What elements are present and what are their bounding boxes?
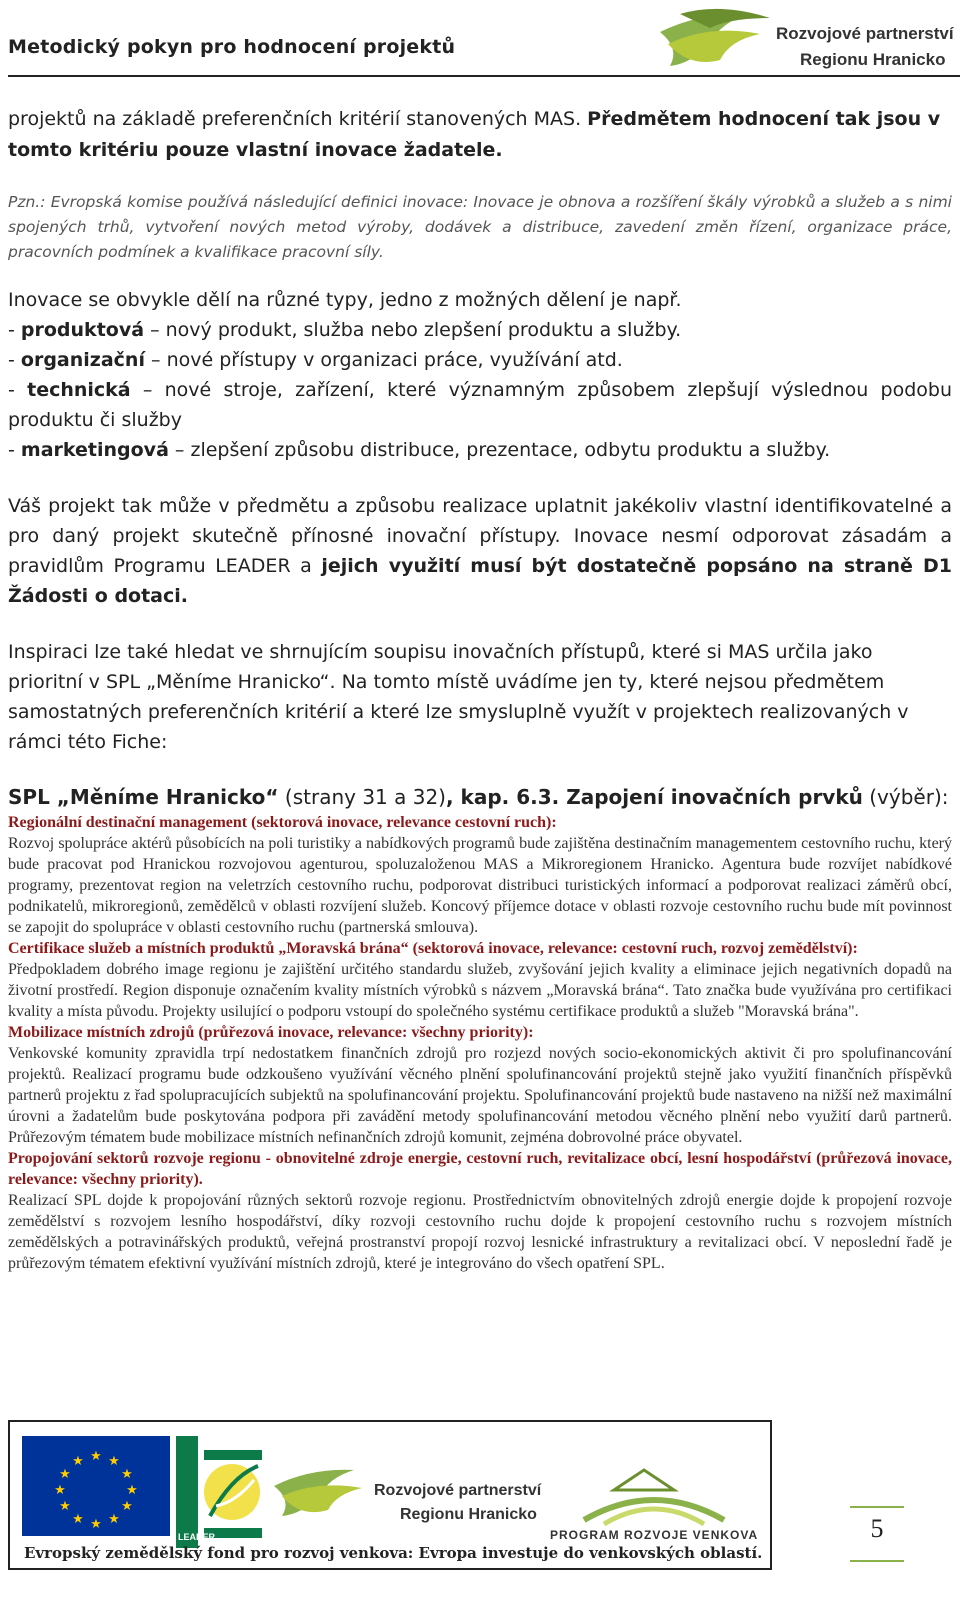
partner-text-line1: Rozvojové partnerství <box>374 1482 542 1499</box>
footer-caption: Evropský zemědělský fond pro rozvoj venkova: Evropa investuje do venkovských oblastí. <box>24 1544 763 1562</box>
funding-logos-box <box>8 1420 772 1570</box>
svg-text:★: ★ <box>121 1499 133 1514</box>
innovation-type-item <box>8 435 952 465</box>
definition-note: Pzn.: Evropská komise používá následující definici inovace: Inovace je obnova a rozšíření škály výrobků a služeb a s nimi spojených trhů, vytvoření nových metod výroby, dodávek a distribuce, zavedení změn řízení, organizace práce, pracovních podmínek a kvalifikace pracovní síly. <box>8 193 952 261</box>
spl-heading <box>8 784 952 810</box>
logo-text-line1: Rozvojové partnerství <box>776 24 954 43</box>
innovation-type-item <box>8 315 952 345</box>
page-footer <box>8 1420 960 1617</box>
rural-program-graphic <box>544 1450 764 1526</box>
section-heading: Mobilizace místních zdrojů (průřezová inovace, relevance: všechny priority): <box>8 1024 534 1041</box>
leader-label: LEADER <box>178 1532 216 1542</box>
svg-text:★: ★ <box>108 1454 120 1469</box>
rural-program-label: PROGRAM ROZVOJE VENKOVA <box>550 1528 759 1542</box>
innovation-sections <box>8 812 952 1274</box>
project-emphasis: jejich využití musí být dostatečně popsáno na straně D1 Žádosti o dotaci. <box>8 555 952 607</box>
partner-text-line2: Regionu Hranicko <box>400 1506 537 1523</box>
innovation-type-item <box>8 345 952 375</box>
page-number-rule-bottom <box>850 1560 904 1562</box>
document-title: Metodický pokyn pro hodnocení projektů <box>8 36 456 58</box>
section-body: Předpokladem dobrého image regionu je zajištění určitého standardu služeb, zvyšování jejich kvality a eliminace jejich negativních dopadů na životní prostředí. Region disponuje označením kvality místních výrobků s názvem „Moravská brána“. Tato značka bude využívána pro certifikaci kvality a místa původu. Projekty usilující o podporu vstoupí do společného systému certifikace produktů a služeb "Moravská brána". <box>8 961 952 1020</box>
page-header <box>0 0 960 80</box>
svg-text:★: ★ <box>90 1517 102 1532</box>
innovation-type-name: marketingová <box>20 439 169 461</box>
innovation-type-desc: – zlepšení způsobu distribuce, prezentace, odbytu produktu a služby. <box>168 439 831 461</box>
innovation-types <box>8 285 952 465</box>
intro-emphasis: Předmětem hodnocení tak jsou v tomto kritériu pouze vlastní inovace žadatele. <box>8 108 941 161</box>
spl-suffix: (výběr): <box>862 785 949 809</box>
section-body: Rozvoj spolupráce aktérů působících na poli turistiky a nabídkových programů bude zajištěna destinačním managementem cestovního ruchu, který bude pracovat pod Hranickou rozvojovou agenturou, spoluzaloženou MAS a Mikroregionem Hranicko. Agentura bude rozvíjet nabídkové programy, prezentovat region na veletrzích cestovního ruchu, podporovat distribuci turistických informací a podporovat realizaci záměrů obcí, podnikatelů, mikroregionů, zemědělců v oblasti rozvíjení služeb. Koncový příjemce dotace v oblasti rozvoje cestovního ruchu bude mít povinnost se zapojit do spolupráce v oblasti cestovního ruchu (partnerská smlouva). <box>8 835 952 936</box>
section-body: Realizací SPL dojde k propojování různých sektorů rozvoje regionu. Prostřednictvím obnovitelných zdrojů energie dojde k propojení rozvoje zemědělství s rozvojem lesního hospodářství, díky rozvoji cestovního ruchu dojde k propojení cestovního ruchu s rozvojem místních zemědělských a potravinářských produktů, veřejná prostranství propojí rozvoj lesnické infrastruktury a revitalizaci obcí. V neposlední řadě je průřezovým tématem efektivní využívání místních zdrojů, které je integrováno do všech opatření SPL. <box>8 1192 952 1272</box>
page-number-rule-top <box>850 1506 904 1508</box>
innovation-type-desc: – nový produkt, služba nebo zlepšení produktu a služby. <box>144 319 682 341</box>
inspiration-paragraph: Inspiraci lze také hledat ve shrnujícím soupisu inovačních přístupů, které si MAS určila jako prioritní v SPL „Měníme Hranicko“. Na tomto místě uvádíme jen ty, které nejsou předmětem samostatných preferenčních kritérií a které lze smysluplně využít v projektech realizovaných v rámci této Fiche: <box>8 641 909 753</box>
svg-text:★: ★ <box>90 1449 102 1464</box>
svg-text:★: ★ <box>72 1512 84 1527</box>
leader-logo-icon <box>176 1436 264 1548</box>
section-heading: Regionální destinační management (sektorová inovace, relevance cestovní ruch): <box>8 814 557 831</box>
spl-name: SPL „Měníme Hranicko“ <box>8 785 279 809</box>
section-heading: Certifikace služeb a místních produktů „Moravská brána“ (sektorová inovace, relevance: cestovní ruch, rozvoj zemědělství): <box>8 940 858 957</box>
innovation-types-intro: Inovace se obvykle dělí na různé typy, jedno z možných dělení je např. <box>8 289 682 311</box>
rural-program-logo <box>544 1450 764 1546</box>
innovation-type-name: produktová <box>20 319 145 341</box>
spl-chapter: , kap. 6.3. Zapojení inovačních prvků <box>446 785 863 809</box>
innovation-type-item <box>8 375 952 435</box>
intro-text: projektů na základě preferenčních kritérií stanovených MAS. <box>8 108 588 130</box>
svg-text:★: ★ <box>108 1512 120 1527</box>
section-body: Venkovské komunity zpravidla trpí nedostatkem finančních zdrojů pro rozjezd nových socio-ekonomických aktivit či pro spolufinancování projektů. Realizací programu bude odzkoušeno využívání věcného plnění spolufinancování projektů stejně jako využití finančních příspěvků partnerů projektu z řad spolupracujících subjektů na spolufinancování projektu. Spolufinancování projektů bude nastaveno na nižší než maximální úrovni a žadatelům bude poskytována podpora při zavádění metody spolufinancování metodou věcného plnění nebo využití darů partnerů. Průřezovým tématem bude mobilizace místních nefinančních zdrojů komunit, zejména dobrovolné práce obyvatel. <box>8 1045 952 1146</box>
svg-text:★: ★ <box>59 1467 71 1482</box>
svg-text:★: ★ <box>121 1467 133 1482</box>
innovation-type-name: technická <box>27 379 131 401</box>
project-text: Váš projekt tak může v předmětu a způsobu realizace uplatnit jakékoliv vlastní identifikovatelné a pro daný projekt skutečně přínosné inovační přístupy. Inovace nesmí odporovat zásadám a pravidlům Programu LEADER a <box>8 495 952 577</box>
svg-text:★: ★ <box>59 1499 71 1514</box>
page-number: 5 <box>870 1514 884 1543</box>
project-paragraph <box>8 491 952 611</box>
list-dash: - <box>8 349 21 371</box>
header-divider <box>8 75 960 77</box>
innovation-type-name: organizační <box>20 349 145 371</box>
eu-flag-icon <box>22 1436 170 1536</box>
svg-text:★: ★ <box>72 1454 84 1469</box>
logo-text-line2: Regionu Hranicko <box>800 50 946 69</box>
list-dash: - <box>8 379 28 401</box>
intro-paragraph <box>8 104 952 166</box>
document-body <box>8 104 952 1274</box>
partnership-logo <box>660 4 960 74</box>
svg-text:★: ★ <box>126 1483 138 1498</box>
innovation-type-desc: – nové stroje, zařízení, které významným způsobem zlepšují výslednou podobu produktu či služby <box>8 379 952 431</box>
list-dash: - <box>8 439 21 461</box>
list-dash: - <box>8 319 21 341</box>
partnership-footer-graphic <box>274 1462 384 1522</box>
innovation-type-desc: – nové přístupy v organizaci práce, využívání atd. <box>144 349 623 371</box>
svg-text:★: ★ <box>54 1483 66 1498</box>
spl-pages: (strany 31 a 32) <box>278 785 446 809</box>
section-heading: Propojování sektorů rozvoje regionu - obnovitelné zdroje energie, cestovní ruch, revitalizace obcí, lesní hospodářství (průřezová inovace, relevance: všechny priority). <box>8 1150 952 1188</box>
eu-stars-icon <box>22 1436 170 1536</box>
partnership-footer-logo <box>274 1462 544 1522</box>
